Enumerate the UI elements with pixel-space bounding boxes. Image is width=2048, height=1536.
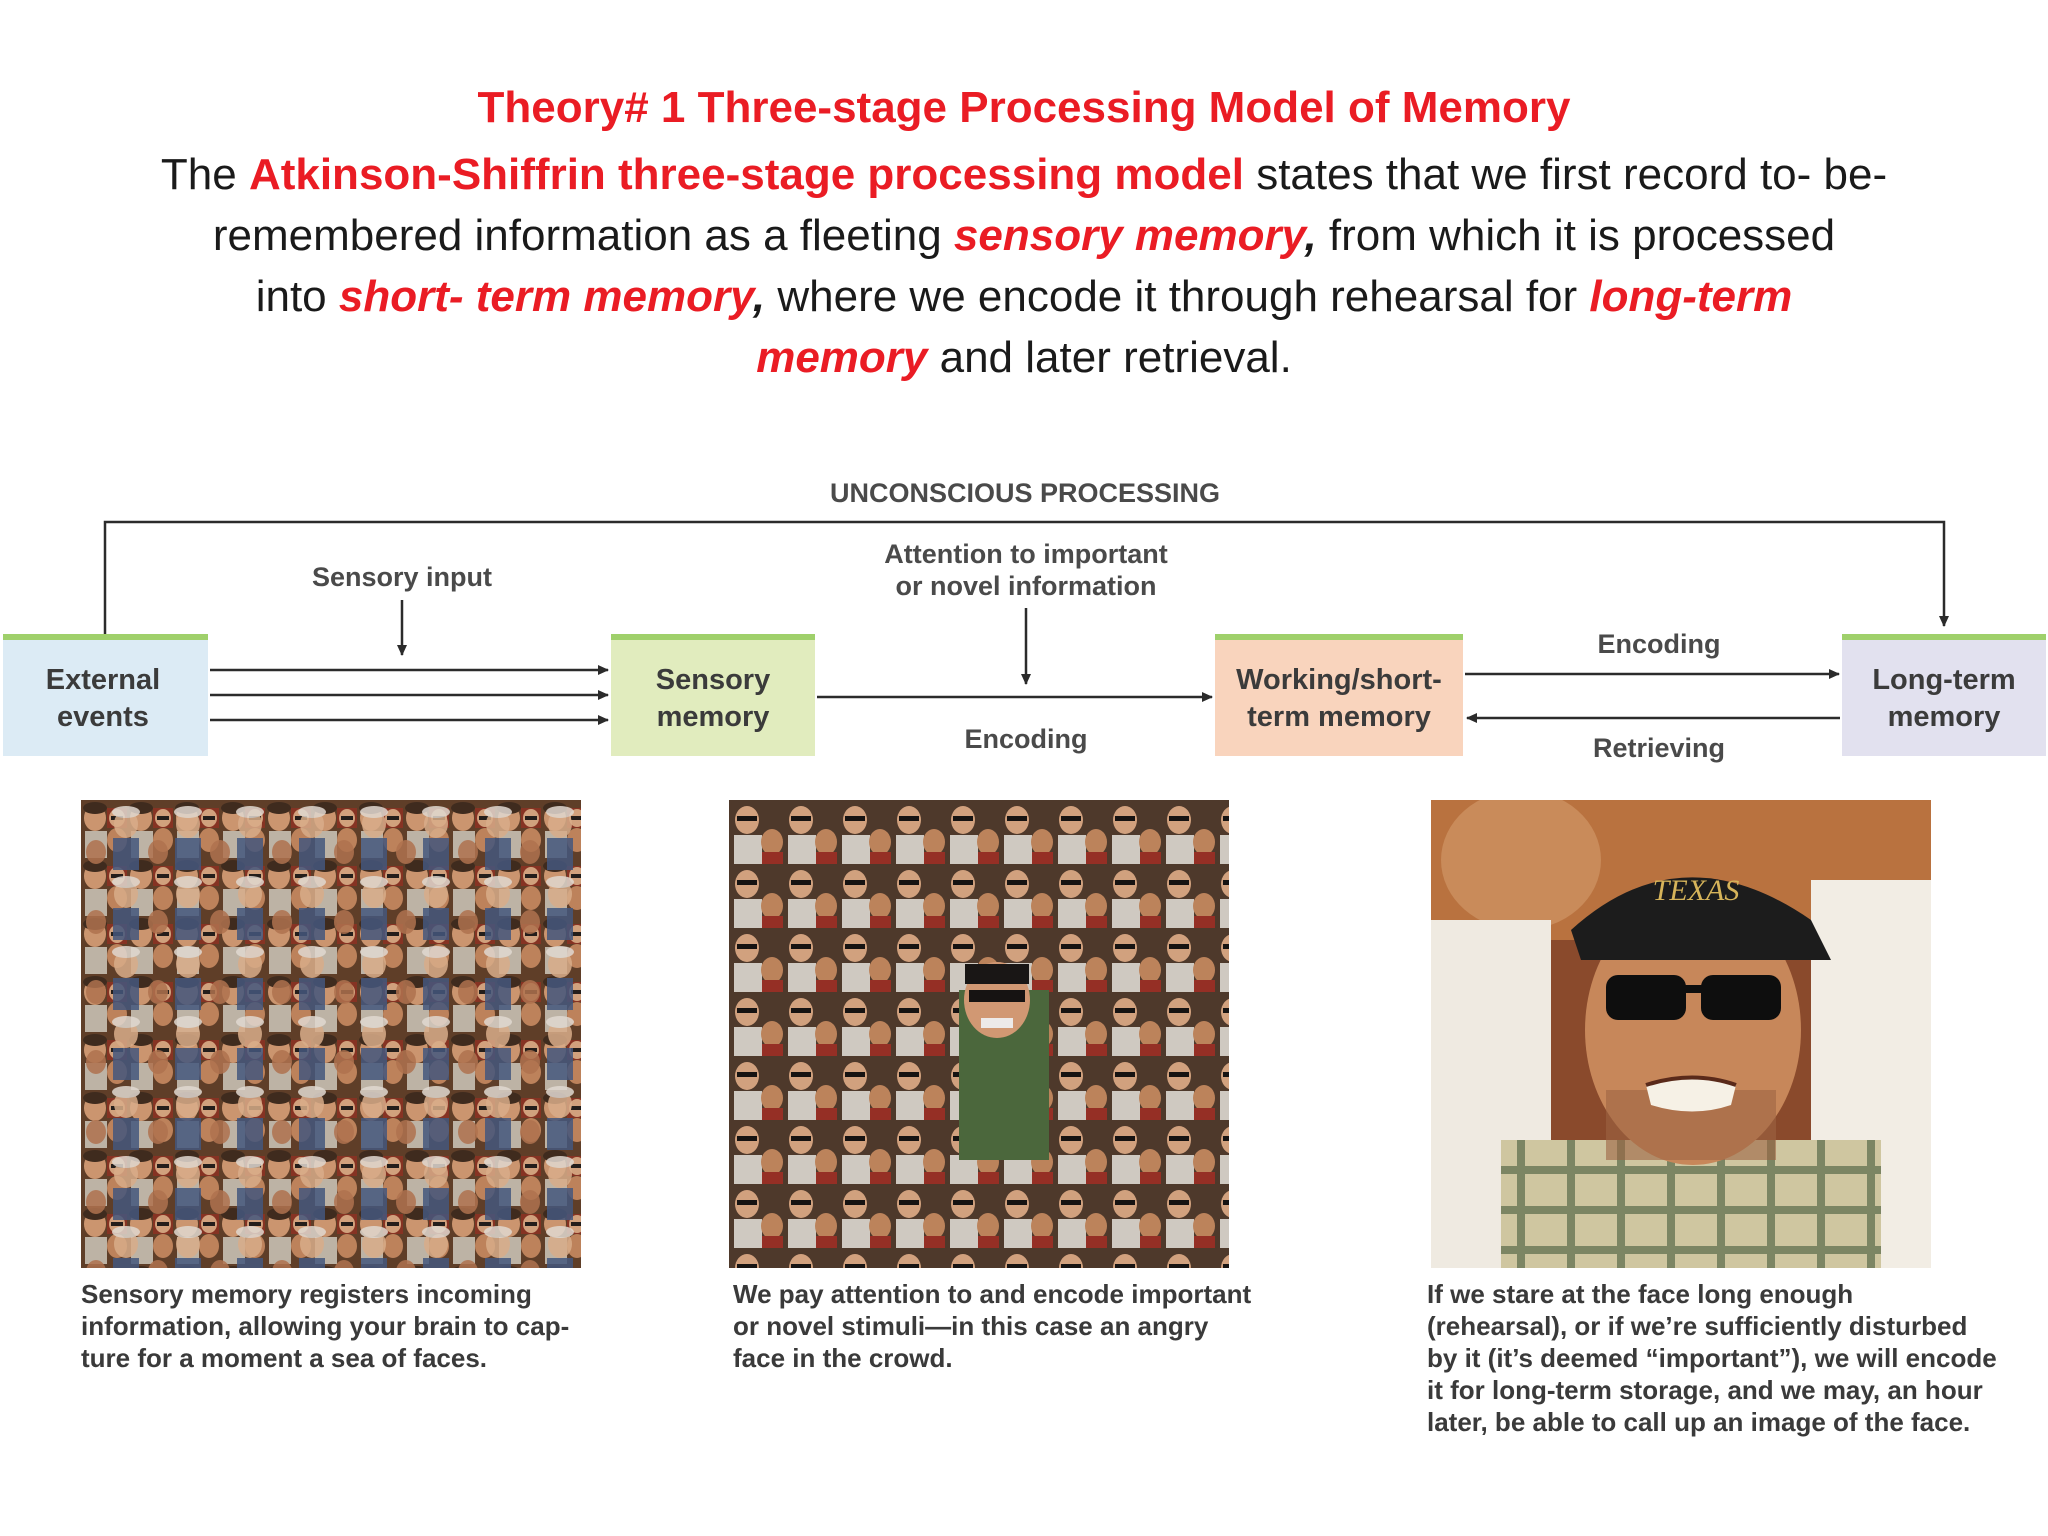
intro-segment: , xyxy=(1304,211,1317,260)
stage-working-topbar xyxy=(1215,634,1463,640)
intro-segment: from which it is processed xyxy=(1316,211,1836,260)
cap-logo-text: TEXAS xyxy=(1652,874,1740,907)
crowd-photo-image xyxy=(81,800,581,1268)
intro-segment: The xyxy=(160,150,249,199)
crowd-caption-line2: information, allowing your brain to cap- xyxy=(81,1311,570,1341)
attention-label-line2: or novel information xyxy=(895,571,1157,601)
encoding-label-sensory: Encoding xyxy=(964,724,1088,754)
crowd-attention-caption xyxy=(733,1278,1251,1374)
intro-segment: , xyxy=(752,272,766,321)
intro-segment: short- term memory xyxy=(338,272,753,321)
intro-paragraph xyxy=(120,144,1928,388)
stage-sensory-line2: memory xyxy=(656,701,770,733)
angry-face-caption-line3: by it (it’s deemed “important”), we will encode xyxy=(1427,1343,1997,1373)
intro-segment: and later retrieval. xyxy=(927,333,1292,382)
retrieving-label: Retrieving xyxy=(1592,733,1726,763)
stage-longterm-line1: Long-term xyxy=(1872,664,2016,696)
crowd-attention-caption-line2: or novel stimuli—in this case an angry xyxy=(733,1311,1209,1341)
crowd-caption-line1: Sensory memory registers incoming xyxy=(81,1279,532,1309)
intro-line xyxy=(120,205,1928,266)
stage-longterm-line2: memory xyxy=(1887,701,2001,733)
stage-sensory-topbar xyxy=(611,634,815,640)
stage-long-term-memory xyxy=(1842,634,2046,756)
crowd-attention-photo xyxy=(729,800,1229,1268)
intro-segment: long-term xyxy=(1589,272,1793,321)
stage-sensory-line1: Sensory xyxy=(655,664,771,696)
stage-working-line1: Working/short- xyxy=(1236,664,1442,696)
angry-face-caption-line5: later, be able to call up an image of the face. xyxy=(1427,1407,1971,1437)
intro-segment: remembered information as a fleeting xyxy=(212,211,954,260)
angry-face-photo xyxy=(1431,800,1931,1268)
intro-segment: Atkinson-Shiffrin three-stage processing model xyxy=(248,150,1244,199)
slide-heading: Theory# 1 Three-stage Processing Model of Memory xyxy=(477,83,1571,132)
stage-external-topbar xyxy=(3,634,208,640)
crowd-photo xyxy=(81,800,581,1268)
angry-face-caption-line4: it for long-term storage, and we may, an hour xyxy=(1427,1375,1983,1405)
angry-face-photo-image xyxy=(1431,800,1931,1268)
stage-sensory-memory xyxy=(611,634,815,756)
crowd-caption xyxy=(81,1278,569,1374)
crowd-attention-caption-line3: face in the crowd. xyxy=(733,1343,953,1373)
encoding-label-longterm: Encoding xyxy=(1597,629,1721,659)
intro-segment: sensory memory xyxy=(953,211,1305,260)
stage-external-events xyxy=(3,634,208,756)
intro-line xyxy=(120,266,1928,327)
attention-label-line1: Attention to important xyxy=(884,539,1168,569)
angry-face-caption-line1: If we stare at the face long enough xyxy=(1427,1279,1854,1309)
stage-external-line2: events xyxy=(57,701,149,733)
stage-working-line2: term memory xyxy=(1247,701,1431,733)
sensory-input-label: Sensory input xyxy=(311,562,493,592)
crowd-attention-photo-image xyxy=(729,800,1229,1268)
intro-segment: memory xyxy=(756,333,928,382)
intro-segment: states that we first record to- be- xyxy=(1243,150,1888,199)
crowd-attention-caption-line1: We pay attention to and encode important xyxy=(733,1279,1252,1309)
stage-longterm-topbar xyxy=(1842,634,2046,640)
memory-model-diagram xyxy=(0,460,2048,780)
angry-face-caption xyxy=(1427,1278,1997,1438)
angry-face-caption-line2: (rehearsal), or if we’re sufficiently disturbed xyxy=(1427,1311,1968,1341)
stage-external-line1: External xyxy=(45,664,161,696)
intro-segment: where we encode it through rehearsal for xyxy=(765,272,1590,321)
crowd-caption-line3: ture for a moment a sea of faces. xyxy=(81,1343,488,1373)
intro-line xyxy=(120,327,1928,388)
stage-working-memory xyxy=(1215,634,1463,756)
intro-line xyxy=(120,144,1928,205)
unconscious-processing-label: UNCONSCIOUS PROCESSING xyxy=(829,478,1221,508)
intro-segment: into xyxy=(255,272,339,321)
